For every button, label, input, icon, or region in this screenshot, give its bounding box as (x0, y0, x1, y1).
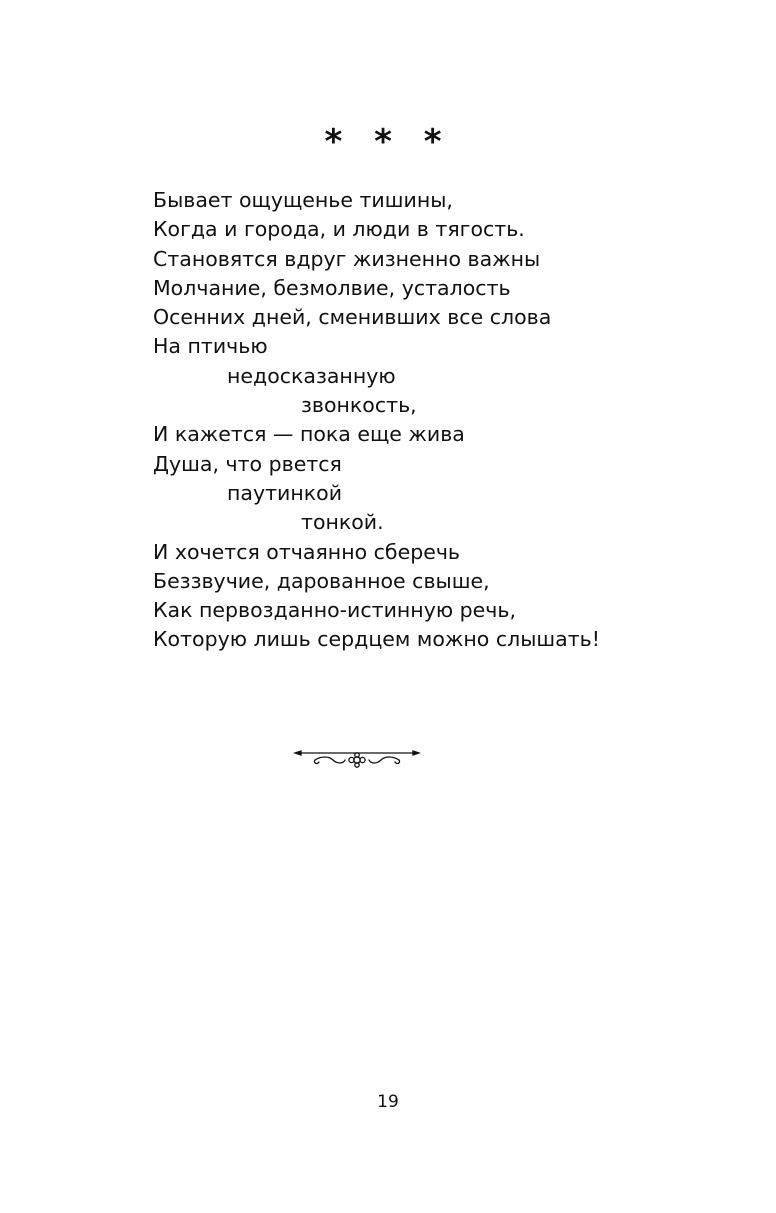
poem-line: тонкой. (301, 510, 384, 535)
poem-line: И кажется — пока еще жива (153, 422, 465, 447)
poem-line: Когда и города, и люди в тягость. (153, 217, 525, 242)
poem-line: недосказанную (227, 363, 396, 388)
poem-line: звонкость, (301, 393, 417, 418)
poem-line: Бывает ощущенье тишины, (153, 188, 453, 212)
poem-line: Беззвучие, дарованное свыше, (153, 568, 490, 593)
section-marker: * * * (324, 122, 452, 162)
poem-line: Которую лишь сердцем можно слышать! (153, 627, 600, 652)
poem-line: Осенних дней, сменивших все слова (153, 305, 552, 330)
flourish-divider-icon (293, 744, 421, 772)
poem-line: И хочется отчаянно сберечь (153, 539, 461, 564)
poem-line: Молчание, безмолвие, усталость (153, 275, 511, 300)
poem-line: Душа, что рвется (153, 451, 342, 476)
poem (153, 186, 753, 655)
poem-line: паутинкой (227, 480, 343, 505)
poem-line: На птичью (153, 334, 268, 359)
poem-line: Как первозданно-истинную речь, (153, 598, 516, 623)
poem-line: Становятся вдруг жизненно важны (153, 246, 541, 271)
page-number: 19 (377, 1092, 399, 1112)
